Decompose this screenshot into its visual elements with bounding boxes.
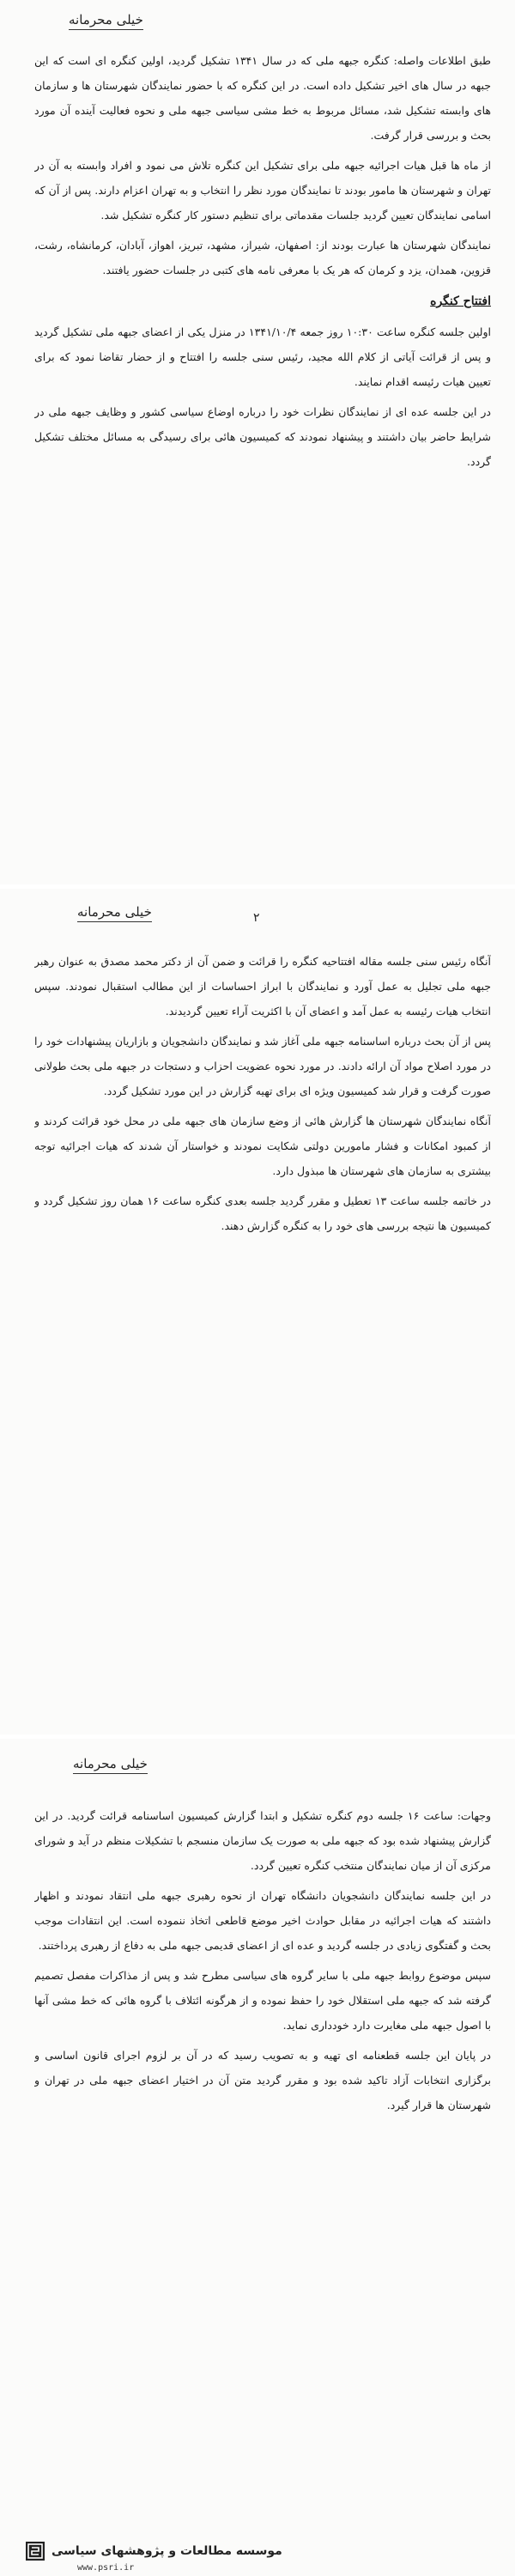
page-number: ۲ <box>253 911 260 925</box>
paragraph: آنگاه رئیس سنی جلسه مقاله افتتاحیه کنگره را قرائت و ضمن آن از دکتر محمد مصدق به عنوان رهبر جبهه ملی تجلیل به عمل آورد و نمایندگان با ابراز احساسات از این مطالب استقبال نمودند. سپس انتخاب هیات رئیسه به عمل آمد و اعضای آن با اکثریت آراء تعیین گردیدند. <box>34 955 491 1018</box>
paragraph: نمایندگان شهرستان ها عبارت بودند از: اصفهان، شیراز، مشهد، تبریز، اهواز، آبادان، کرمانشاه، رشت، قزوین، همدان، یزد و کرمان که هر یک با معرفی نامه های کتبی در جلسات حضور یافتند. <box>34 239 491 276</box>
paragraph: اولین جلسه کنگره ساعت ۱۰:۳۰ روز جمعه ۱۳۴۱/۱۰/۴ در منزل یکی از اعضای جبهه ملی تشکیل گردید و پس از قرائت آیاتی از کلام الله مجید، رئیس سنی جلسه را افتتاح و از حضار تقاضا نمود که برای تعیین هیات رئیسه اقدام نمایند. <box>34 325 491 388</box>
paragraph: در خاتمه جلسه ساعت ۱۳ تعطیل و مقرر گردید جلسه بعدی کنگره ساعت ۱۶ همان روز تشکیل گردد و کمیسیون ها نتیجه بررسی های خود را به کنگره گزارش دهند. <box>34 1194 491 1232</box>
institute-logo <box>26 2542 282 2561</box>
institute-name: موسسه مطالعات و پژوهشهای سیاسی <box>52 2544 282 2558</box>
page-2-body <box>34 949 491 1704</box>
paragraph: از ماه ها قبل هیات اجرائیه جبهه ملی برای تشکیل این کنگره تلاش می نمود و افراد وابسته به آن در تهران و شهرستان ها مامور بودند تا نمایندگان مورد نظر را انتخاب و به تهران اعزام دارند. پس از آن که اسامی نمایندگان تعیین گردید جلسات مقدماتی برای تنظیم دستور کار کنگره تشکیل شد. <box>34 159 491 222</box>
document-page-1 <box>0 0 515 884</box>
classification-stamp: خیلی محرمانه <box>77 904 152 920</box>
classification-stamp: خیلی محرمانه <box>69 12 143 27</box>
paragraph: آنگاه نمایندگان شهرستان ها گزارش هائی از وضع سازمان های جبهه ملی در محل خود قرائت کردند و از کمبود امکانات و فشار مامورین دولتی شکایت نمودند و خواستار آن شدند که هیات اجرائیه توجه بیشتری به سازمان های شهرستان ها مبذول دارد. <box>34 1115 491 1177</box>
institute-url: www.psri.ir <box>77 2563 135 2573</box>
classification-stamp: خیلی محرمانه <box>73 1756 148 1771</box>
paragraph: وجهات: ساعت ۱۶ جلسه دوم کنگره تشکیل و ابتدا گزارش کمیسیون اساسنامه قرائت گردید. در این گزارش پیشنهاد شده بود که جبهه ملی به صورت یک سازمان منسجم با تشکیلات منظم در آید و شورای مرکزی آن از میان نمایندگان منتخب کنگره تعیین گردد. <box>34 1809 491 1872</box>
page-3-body <box>34 1803 491 2533</box>
document-page-3 <box>0 1739 515 2576</box>
paragraph: پس از آن بحث درباره اساسنامه جبهه ملی آغاز شد و نمایندگان دانشجویان و بازاریان پیشنهادات خود را در مورد اصلاح مواد آن ارائه دادند. در مورد نحوه عضویت احزاب و دستجات در جبهه ملی بحث طولانی صورت گرفت و قرار شد کمیسیون ویژه ای برای تهیه گزارش در این مورد تشکیل گردد. <box>34 1035 491 1097</box>
paragraph: در این جلسه نمایندگان دانشجویان دانشگاه تهران از نحوه رهبری جبهه ملی انتقاد نمودند و اظهار داشتند که هیات اجرائیه در مقابل حوادث اخیر موضع قاطعی اتخاذ ننموده است. این انتقادات موجب بحث و گفتگوی زیادی در جلسه گردید و عده ای از اعضای قدیمی جبهه ملی به دفاع از رهبری پرداختند. <box>34 1889 491 1952</box>
paragraph: در این جلسه عده ای از نمایندگان نظرات خود را درباره اوضاع سیاسی کشور و وظایف جبهه ملی در شرایط حاضر بیان داشتند و پیشنهاد نمودند که کمیسیون هائی برای رسیدگی به مسائل مختلف تشکیل گردد. <box>34 405 491 468</box>
section-heading: افتتاح کنگره <box>430 295 491 308</box>
logo-emblem-icon <box>26 2542 45 2561</box>
document-page-2 <box>0 889 515 1735</box>
paragraph: طبق اطلاعات واصله: کنگره جبهه ملی که در سال ۱۳۴۱ تشکیل گردید، اولین کنگره ای است که این جبهه در سال های اخیر تشکیل داده است. در این کنگره که با حضور نمایندگان شهرستان ها و سازمان های وابسته تشکیل شد، مسائل مربوط به خط مشی سیاسی جبهه ملی و نحوه فعالیت آینده آن مورد بحث و بررسی قرار گرفت. <box>34 54 491 142</box>
page-1-body <box>34 48 491 821</box>
paragraph: سپس موضوع روابط جبهه ملی با سایر گروه های سیاسی مطرح شد و پس از مذاکرات مفصل تصمیم گرفته شد که جبهه ملی استقلال خود را حفظ نموده و از هرگونه ائتلاف با گروه هائی که خط مشی آنها با اصول جبهه ملی مغایرت دارد خودداری نماید. <box>34 1969 491 2032</box>
paragraph: در پایان این جلسه قطعنامه ای تهیه و به تصویب رسید که در آن بر لزوم اجرای قانون اساسی و برگزاری انتخابات آزاد تاکید شده بود و مقرر گردید متن آن در اختیار اعضای جبهه ملی در تهران و شهرستان ها قرار گیرد. <box>34 2049 491 2111</box>
